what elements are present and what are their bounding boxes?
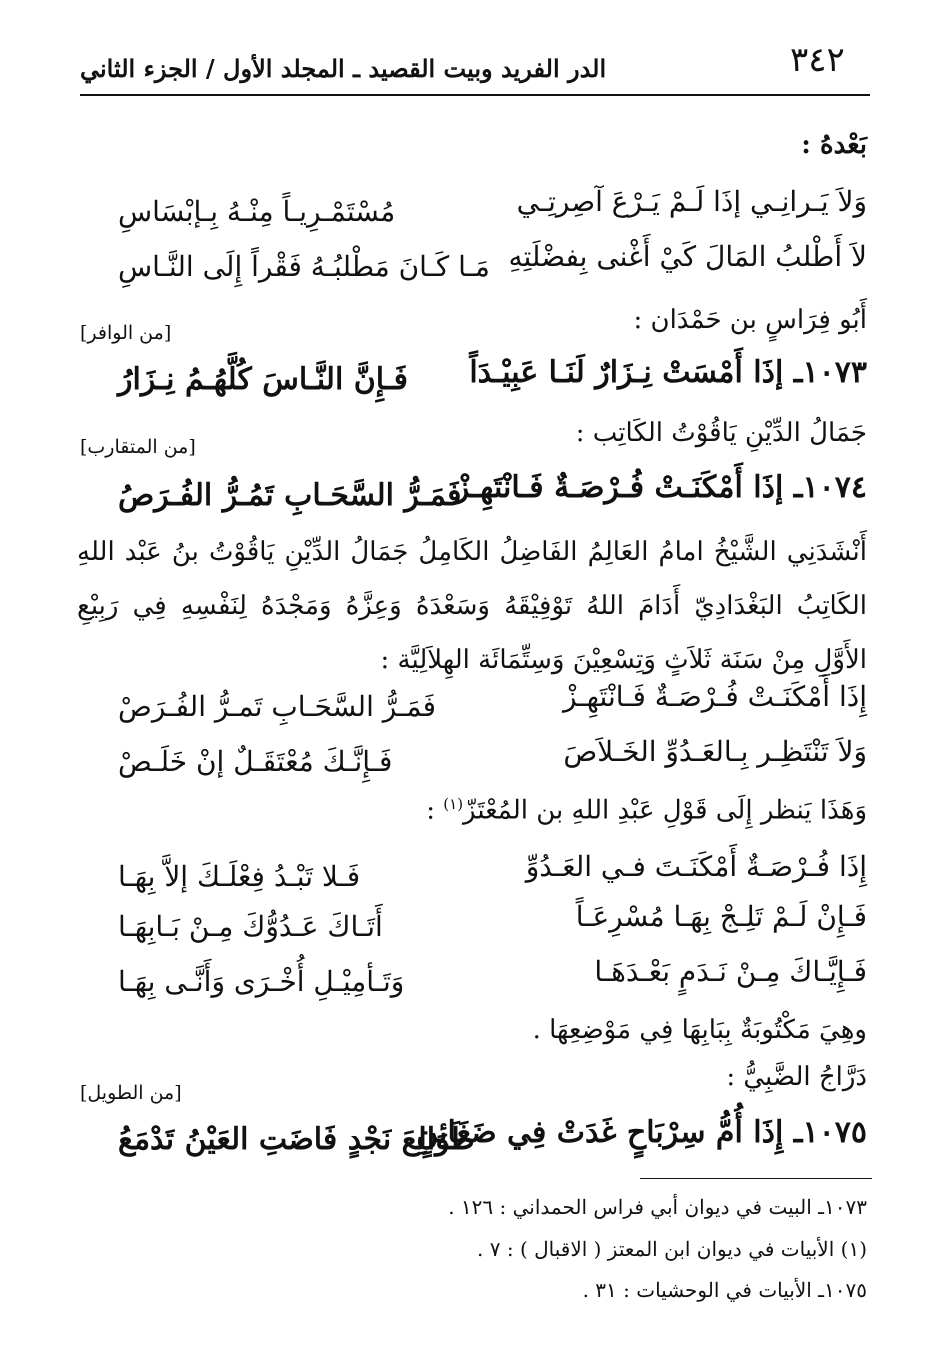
verse-first-hemistich: وَلاَ يَـرانِـي إذَا لَـمْ يَـرْعَ آصِرتِـي: [516, 185, 867, 218]
verse-second-hemistich: أَتَـاكَ عَـدُوُّكَ مِـنْ بَـابِهَـا: [118, 910, 383, 943]
header-rule: [80, 94, 870, 96]
poet-name: دَرَّاجُ الضَّبِيُّ :: [726, 1062, 867, 1092]
footnote: ١٠٧٣ـ البيت في ديوان أبي فراس الحمداني : ١٢٦ .: [448, 1195, 867, 1219]
footnote-ref: (١): [443, 795, 464, 813]
verse-second-hemistich: فَـلا تَبْـدُ فِعْلَـكَ إلاَّ بِهَـا: [118, 860, 361, 893]
verse-first-hemistich: لاَ أَطْلبُ المَالَ كَيْ أَغْنى بِفضْلَتِهِ: [508, 240, 867, 273]
verse-1075-second: طَوَالِعَ نَجْدٍ فَاضَتِ العَيْنُ تَدْمَعُ: [118, 1122, 475, 1157]
verse-first-hemistich: إِذَا أَمْكَنَـتْ فُـرْصَـةٌ فَـانْتَهِـزْ: [562, 680, 867, 713]
verse-number: ١٠٧٣ـ: [793, 355, 867, 390]
verse-second-hemistich: مُسْتَمْـرِيـاً مِنْـهُ بِـإبْسَاسِ: [118, 195, 396, 228]
verse-second-hemistich: مَـا كَـانَ مَطْلبُـهُ فَقْراً إِلَى النَّـاسِ: [118, 250, 490, 283]
footnote: ١٠٧٥ـ الأبيات في الوحشيات : ٣١ .: [582, 1278, 867, 1302]
running-title: الدر الفريد وبيت القصيد ـ المجلد الأول / الجزء الثاني: [80, 54, 607, 83]
meter-label: [من المتقارب]: [80, 436, 196, 458]
verse-1074-second: فَمَـرُّ السَّحَـابِ تَمُـرُّ الفُـرَصُ: [118, 478, 462, 513]
verse-number: ١٠٧٥ـ: [793, 1115, 867, 1150]
footnote: (١) الأبيات في ديوان ابن المعتز ( الاقبال ) : ٧ .: [477, 1237, 867, 1261]
verse-1075-first: ١٠٧٥ـ إِذَا أُمُّ سِرْبَاحٍ غَدَتْ فِي ضَغَائِنٍ: [416, 1115, 867, 1150]
closing-line: وهِيَ مَكْتُوبَةٌ بِبَابِهَا فِي مَوْضِعِهَا .: [532, 1015, 867, 1045]
poet-name: أَبُو فِرَاسٍ بن حَمْدَان :: [633, 305, 867, 335]
verse-1073-second: فَـإِنَّ النَّـاسَ كُلَّهُـمُ نِـزَارُ: [118, 362, 409, 397]
verse-second-hemistich: فَمَـرُّ السَّحَـابِ تَمـرُّ الفُـرَصْ: [118, 690, 436, 723]
footnote-rule: [640, 1178, 872, 1179]
verse-first-hemistich: فَـإِنْ لَـمْ تَلِـجْ بِهَـا مُسْرِعَـاً: [575, 900, 867, 933]
page-number: ٣٤٢: [790, 40, 845, 80]
verse-first-hemistich: إِذَا فُـرْصَـةٌ أَمْكَنَـتَ فـي العَـدُوِّ: [525, 850, 867, 883]
verse-1074-first: ١٠٧٤ـ إذَا أَمْكَنَـتْ فُـرْصَـةٌ فَـانْتَهِـزْ: [454, 470, 867, 505]
intro-label: بَعْدهُ :: [801, 130, 867, 160]
verse-first-hemistich: وَلاَ تَنْتَظِـر بِـالعَـدُوِّ الخَـلاَصَ: [563, 735, 867, 768]
verse-second-hemistich: وَتَـأمِيْـلِ أُخْـرَى وَأَنَّـى بِهَـا: [118, 965, 405, 998]
poet-name: جَمَالُ الدِّيْنِ يَاقُوْتُ الكَاتِب :: [575, 418, 867, 448]
verse-second-hemistich: فَـإِنَّـكَ مُعْتَقَـلٌ إنْ خَلَـصْ: [118, 745, 393, 778]
meter-label: [من الطويل]: [80, 1082, 182, 1104]
meter-label: [من الوافر]: [80, 322, 172, 344]
verse-number: ١٠٧٤ـ: [793, 470, 867, 505]
verse-1073-first: ١٠٧٣ـ إذَا أَمْسَتْ نِـزَارٌ لَنَـا عَبِيْـدَاً: [469, 355, 867, 390]
prose-paragraph: أَنْشَدَنِي الشَّيْخُ امامُ العَالِمُ الفَاضِلُ الكَامِلُ جَمَالُ الدِّيْنِ يَاقُوْتُ بنُ عَبْد اللهِ الكَاتِبُ البَغْدَادِيّ أَدَامَ اللهُ تَوْفِيْقَهُ وَسَعْدَهُ وَعِزَّهُ وَمَجْدَهُ لِنَفْسِهِ فِي رَبِيْعِ الأَوَّلِ مِنْ سَنَة ثَلاَثٍ وَتِسْعِيْنَ وَسِتِّمَائَة الهِلاَلِيَّة :: [77, 537, 867, 675]
verse-first-hemistich: فَـإِيَّـاكَ مِـنْ نَـدَمٍ بَعْـدَهَـا: [594, 955, 867, 988]
citation-line: وَهَذَا يَنظر إِلَى قَوْلِ عَبْدِ اللهِ بن المُعْتَزّ$^{(١)}$ :: [426, 795, 867, 826]
